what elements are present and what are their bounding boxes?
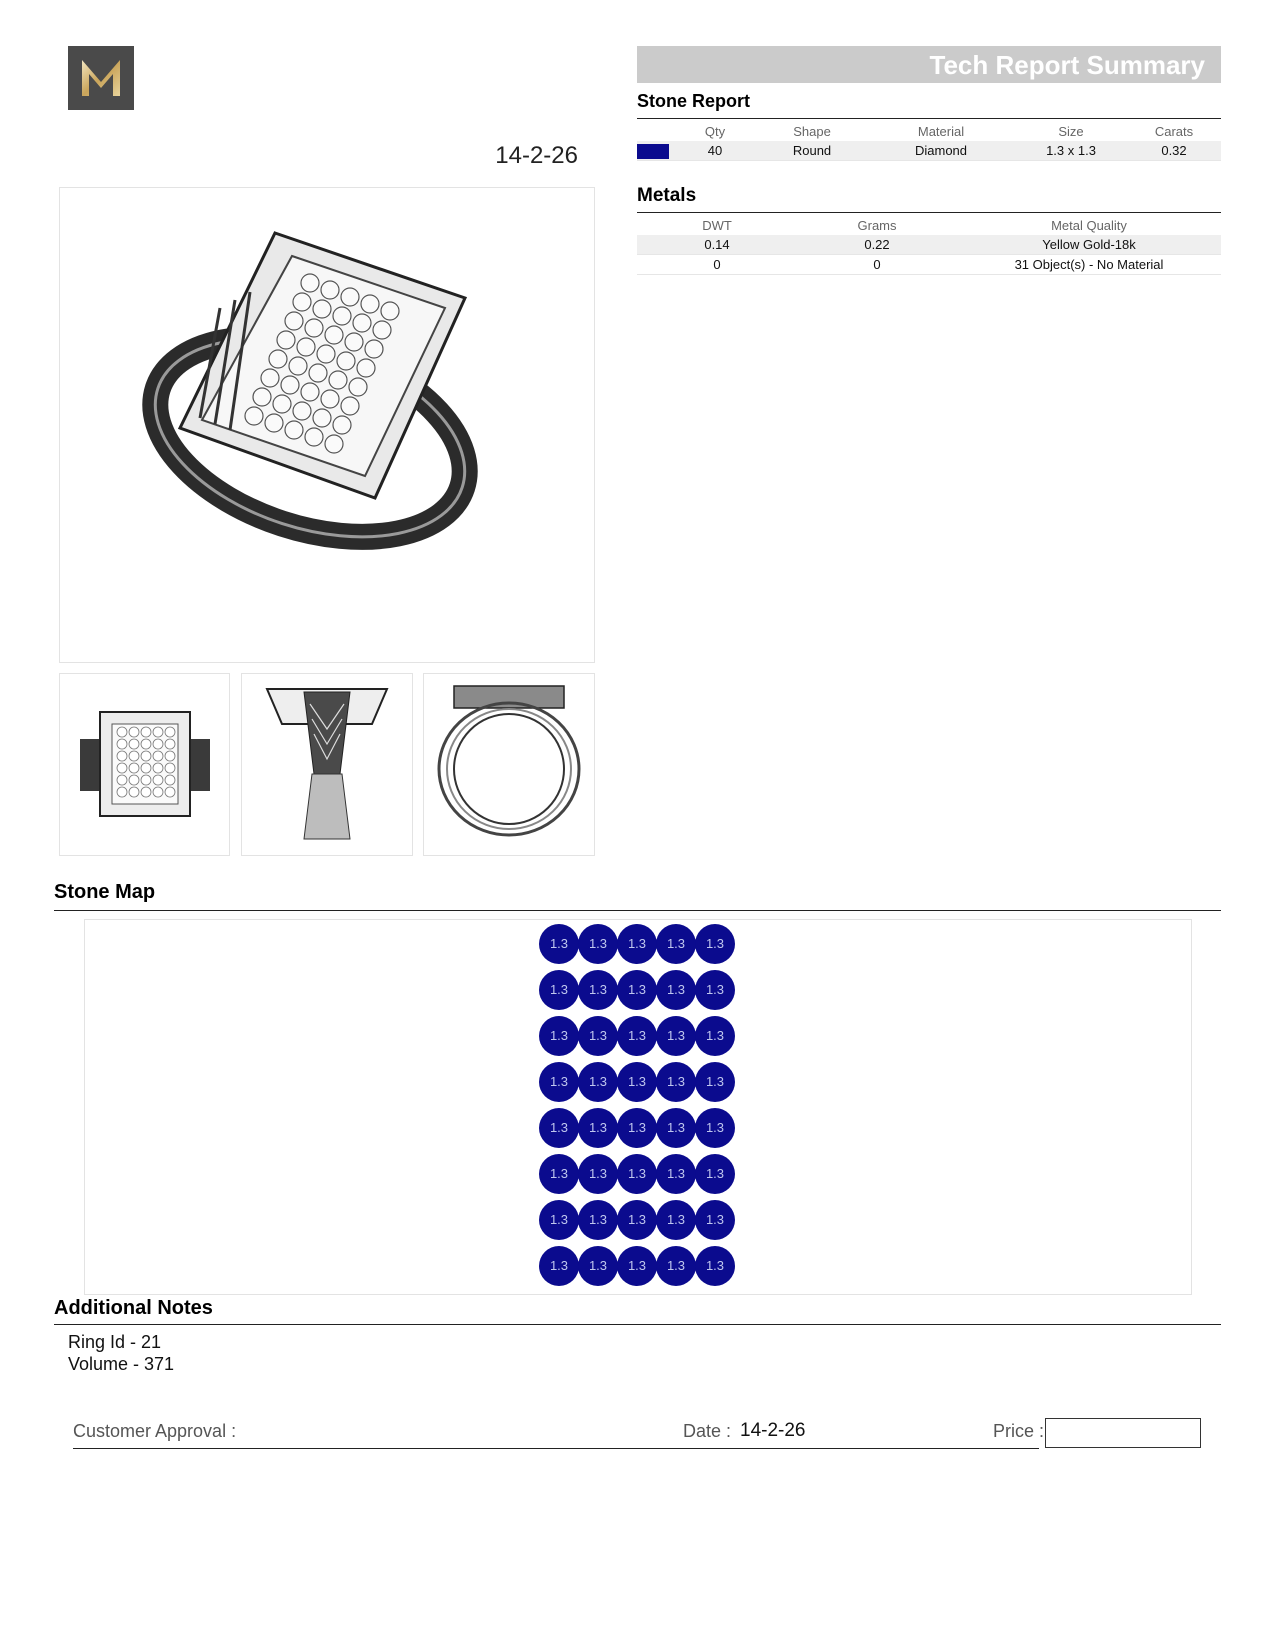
stone-marker: 1.3 (656, 970, 696, 1010)
stone-marker: 1.3 (617, 1108, 657, 1148)
company-logo (68, 46, 134, 110)
stone-marker: 1.3 (578, 1200, 618, 1240)
stone-marker: 1.3 (695, 1108, 735, 1148)
stone-marker: 1.3 (539, 1062, 579, 1102)
stone-marker: 1.3 (656, 1016, 696, 1056)
approval-date-value: 14-2-26 (740, 1420, 806, 1441)
stone-shape: Round (757, 141, 867, 161)
stone-marker: 1.3 (617, 924, 657, 964)
stone-report-rule (637, 118, 1221, 119)
stone-marker: 1.3 (656, 1154, 696, 1194)
stone-qty: 40 (673, 141, 757, 161)
stone-marker: 1.3 (656, 1200, 696, 1240)
stone-marker: 1.3 (695, 970, 735, 1010)
customer-approval-label: Customer Approval : (73, 1421, 237, 1441)
column-header: Shape (793, 123, 831, 139)
ring-main-image (59, 187, 595, 663)
stone-marker: 1.3 (617, 1154, 657, 1194)
ring-front-view-image (423, 673, 595, 856)
stone-marker: 1.3 (695, 924, 735, 964)
approval-signature-line (73, 1448, 1039, 1449)
stone-marker: 1.3 (578, 1016, 618, 1056)
ring-top-view-image (59, 673, 230, 856)
stone-marker: 1.3 (539, 1200, 579, 1240)
stone-marker: 1.3 (539, 1108, 579, 1148)
stone-marker: 1.3 (617, 970, 657, 1010)
column-header: Metal Quality (1051, 217, 1127, 233)
metal-dwt: 0.14 (637, 235, 797, 255)
column-header: Size (1058, 123, 1084, 139)
report-title: Tech Report Summary (929, 50, 1205, 80)
stone-marker: 1.3 (539, 924, 579, 964)
stone-marker: 1.3 (539, 1154, 579, 1194)
metals-table (637, 215, 1221, 275)
column-header: Carats (1154, 123, 1194, 139)
stone-marker: 1.3 (695, 1062, 735, 1102)
date-label: Date : (683, 1421, 732, 1441)
table-row (637, 141, 1221, 161)
metal-quality: Yellow Gold-18k (957, 235, 1221, 255)
additional-notes-rule (54, 1324, 1221, 1325)
stone-marker: 1.3 (539, 1016, 579, 1056)
document-date: 14-2-26 (495, 142, 578, 169)
stone-map-title: Stone Map (54, 881, 156, 903)
stone-marker: 1.3 (578, 924, 618, 964)
metal-dwt: 0 (637, 255, 797, 275)
note-line: Volume - 371 (68, 1354, 175, 1374)
stone-marker: 1.3 (695, 1016, 735, 1056)
stone-marker: 1.3 (617, 1246, 657, 1286)
additional-notes (68, 1331, 174, 1375)
additional-notes-title: Additional Notes (54, 1297, 213, 1319)
column-header: DWT (702, 217, 732, 233)
stone-marker: 1.3 (617, 1016, 657, 1056)
price-label: Price : (993, 1421, 1045, 1441)
metals-rule (637, 212, 1221, 213)
stone-marker: 1.3 (539, 970, 579, 1010)
report-title-bar (637, 46, 1221, 83)
metal-grams: 0 (797, 255, 957, 275)
stone-marker: 1.3 (539, 1246, 579, 1286)
price-field[interactable] (1045, 1418, 1201, 1448)
stone-size: 1.3 x 1.3 (1015, 141, 1127, 161)
stone-marker: 1.3 (617, 1200, 657, 1240)
stone-material: Diamond (867, 141, 1015, 161)
table-row (637, 235, 1221, 255)
stone-report-title: Stone Report (637, 91, 751, 111)
metals-title: Metals (637, 185, 697, 206)
stone-marker: 1.3 (578, 1108, 618, 1148)
stone-marker: 1.3 (578, 1154, 618, 1194)
column-header: Material (917, 123, 965, 139)
column-header: Grams (857, 217, 897, 233)
stone-color-swatch (637, 144, 669, 159)
column-header: Qty (704, 123, 726, 139)
stone-report-table (637, 121, 1221, 161)
table-row (637, 255, 1221, 275)
stone-marker: 1.3 (656, 1062, 696, 1102)
stone-map-rule (54, 910, 1221, 911)
stone-color-header (637, 121, 673, 141)
stone-marker: 1.3 (617, 1062, 657, 1102)
stone-marker: 1.3 (656, 1246, 696, 1286)
stone-marker: 1.3 (695, 1154, 735, 1194)
metal-grams: 0.22 (797, 235, 957, 255)
stone-marker: 1.3 (695, 1200, 735, 1240)
ring-side-view-image (241, 673, 413, 856)
stone-marker: 1.3 (578, 970, 618, 1010)
stone-marker: 1.3 (656, 1108, 696, 1148)
stone-marker: 1.3 (656, 924, 696, 964)
stone-marker: 1.3 (695, 1246, 735, 1286)
stone-marker: 1.3 (578, 1062, 618, 1102)
note-line: Ring Id - 21 (68, 1332, 162, 1352)
metal-quality: 31 Object(s) - No Material (957, 255, 1221, 275)
stone-marker: 1.3 (578, 1246, 618, 1286)
stone-carats: 0.32 (1127, 141, 1221, 161)
